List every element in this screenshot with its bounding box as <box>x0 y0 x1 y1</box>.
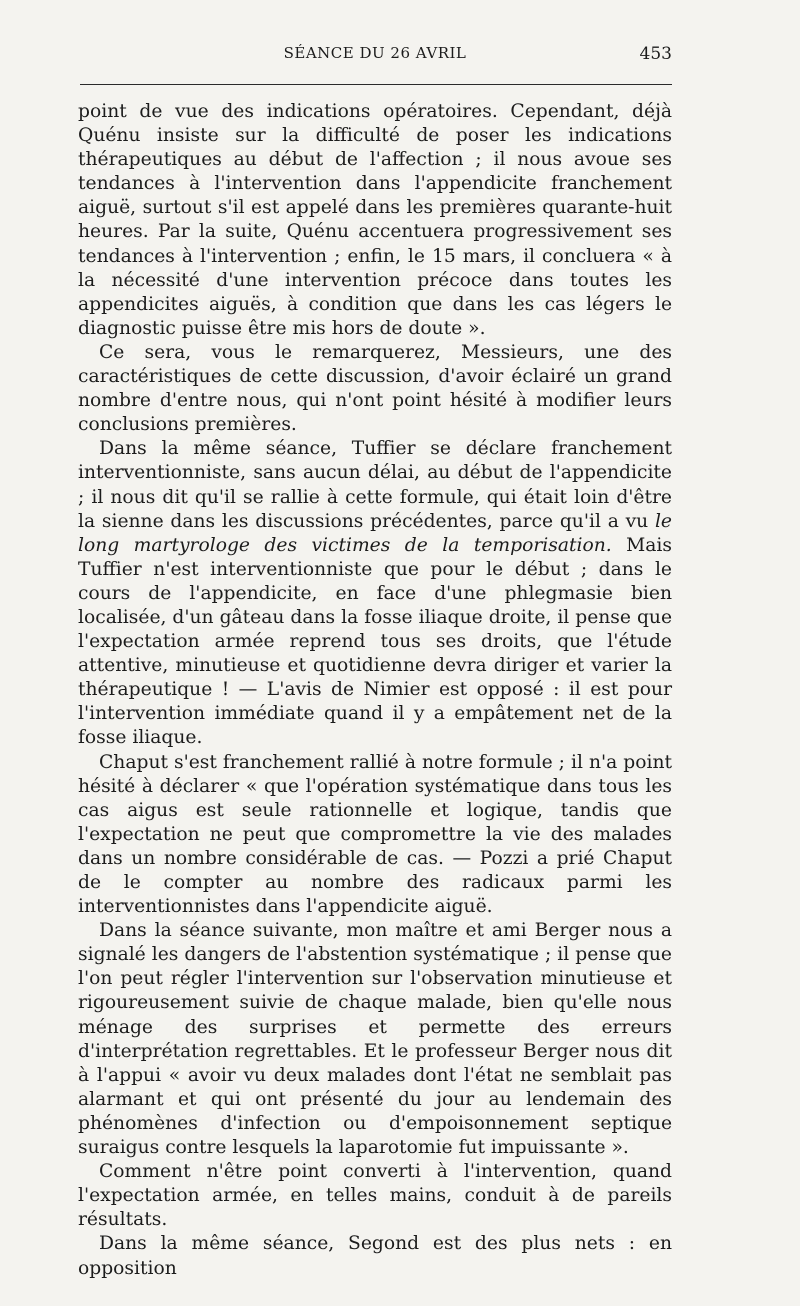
paragraph-2: Ce sera, vous le remarquerez, Messieurs, une des caractéristiques de cette discussion, d'avoir éclairé un grand nombre d'entre nous, qui n'ont point hésité à modifier leurs conclusions premières. <box>78 341 672 436</box>
paragraph-3-start: Dans la même séance, Tuffier se déclare franchement interventionniste, sans aucun délai, au début de l'appendicite ; il nous dit qu'il se rallie à cette formule, qui était loin d'être la sienne dans les discussions précédentes, parce qu'il a vu <box>78 438 672 532</box>
paragraph-4: Chaput s'est franchement rallié à notre formule ; il n'a point hésité à déclarer « que l'opération systématique dans tous les cas aigus est seule rationnelle et logique, tandis que l'expectation ne peut que compromettre la vie des malades dans un nombre considérable de cas. — Pozzi a prié Chaput de le compter au nombre des radicaux parmi les interventionnistes dans l'appendicite aiguë. <box>78 751 672 918</box>
paragraph-1: point de vue des indications opératoires. Cependant, déjà Quénu insiste sur la difficulté de poser les indications thérapeutiques au début de l'affection ; il nous avoue ses tendances à l'intervention dans l'appendicite franchement aiguë, surtout s'il est appelé dans les premières quarante-huit heures. Par la suite, Quénu accentuera progressivement ses tendances à l'intervention ; enfin, le 15 mars, il concluera « à la nécessité d'une intervention précoce dans toutes les appendicites aiguës, à condition que dans les cas légers le diagnostic puisse être mis hors de doute ». <box>78 101 672 339</box>
paragraph-3-end: Mais Tuffier n'est interventionniste que pour le début ; dans le cours de l'appendicite, en face d'une phlegmasie bien localisée, d'un gâteau dans la fosse iliaque droite, il pense que l'expectation armée reprend tous ses droits, que l'étude attentive, minutieuse et quotidienne devra diriger et varier la thérapeutique ! — L'avis de Nimier est opposé : il est pour l'intervention immédiate quand il y a empâtement net de la fosse iliaque. <box>78 534 672 749</box>
paragraph-3-italic-quote: le long martyrologe des victimes de la temporisation. <box>78 510 672 556</box>
paragraph-3 <box>78 437 672 750</box>
header-rule <box>80 84 672 85</box>
body-text <box>78 100 672 1281</box>
paragraph-6: Comment n'être point converti à l'intervention, quand l'expectation armée, en telles mains, conduit à de pareils résultats. <box>78 1161 672 1231</box>
page-header <box>78 44 672 74</box>
paragraph-7: Dans la même séance, Segond est des plus nets : en opposition <box>78 1233 672 1279</box>
running-head: SÉANCE DU 26 AVRIL <box>283 44 467 62</box>
paragraph-5: Dans la séance suivante, mon maître et ami Berger nous a signalé les dangers de l'abstention systématique ; il pense que l'on peut régler l'intervention sur l'observation minutieuse et rigoureusement suivie de chaque malade, bien qu'elle nous ménage des surprises et permette des erreurs d'interprétation regrettables. Et le professeur Berger nous dit à l'appui « avoir vu deux malades dont l'état ne semblait pas alarmant et qui ont présenté du jour au lendemain des phénomènes d'infection ou d'empoisonnement septique suraigus contre lesquels la laparotomie fut impuissante ». <box>78 920 672 1159</box>
page-number: 453 <box>639 44 672 64</box>
